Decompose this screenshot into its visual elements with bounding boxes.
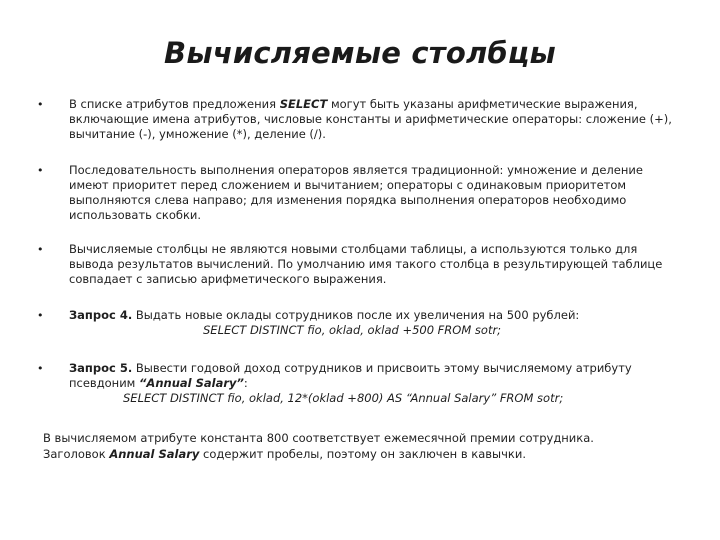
bullet-icon: • [37,362,44,375]
list-item-3 [69,242,679,287]
footer-line-2-end: содержит пробелы, поэтому он заключен в кавычки. [199,447,526,461]
bullet-icon: • [37,98,44,111]
footer-alias-name: Annual Salary [109,447,200,461]
bullet-icon: • [37,309,44,322]
query-5-text-end: : [243,376,248,390]
query-4-text: Выдать новые оклады сотрудников после их увеличения на 500 рублей: [132,308,580,322]
footer-paragraph [43,430,693,462]
footer-line-2-start: Заголовок [43,447,110,461]
footer-line-2 [43,446,693,462]
slide-title: Вычисляемые столбцы [164,36,556,70]
list-item-2 [69,163,679,223]
query-4-label: Запрос 4. [69,308,133,322]
footer-line-1: В вычисляемом атрибуте константа 800 соответствует ежемесячной премии сотрудника. [43,431,594,445]
query-5-label: Запрос 5. [69,361,133,375]
query-5-sql: SELECT DISTINCT fio, oklad, 12*(oklad +800) AS “Annual Salary” FROM sotr; [123,391,564,405]
query-5-alias: “Annual Salary” [139,376,244,390]
item-1-text-end: могут быть указаны арифметические выражения, включающие имена атрибутов, числовые константы и арифметические операторы: сложение (+), вычитание (-), умножение (*), деление (/). [69,97,672,141]
item-2-text: Последовательность выполнения операторов является традиционной: умножение и деление имеют приоритет перед сложением и вычитанием; операторы с одинаковым приоритетом выполняются слева направо; для изменения порядка выполнения операторов необходимо использовать скобки. [69,163,643,222]
item-3-text: Вычисляемые столбцы не являются новыми столбцами таблицы, а используются только для вывода результатов вычислений. По умолчанию имя такого столбца в результирующей таблице совпадает с записью арифметического выражения. [69,242,663,286]
query-5-text: Вывести годовой доход сотрудников и присвоить этому вычисляемому атрибуту псевдоним [69,361,632,390]
list-item-5 [69,361,679,406]
list-item-4 [69,308,679,338]
item-1-keyword: SELECT [279,97,328,111]
list-item-1 [69,97,679,142]
item-1-text-start: В списке атрибутов предложения [69,97,280,111]
bullet-icon: • [37,164,44,177]
query-4-sql: SELECT DISTINCT fio, oklad, oklad +500 FROM sotr; [203,323,502,337]
bullet-icon: • [37,243,44,256]
